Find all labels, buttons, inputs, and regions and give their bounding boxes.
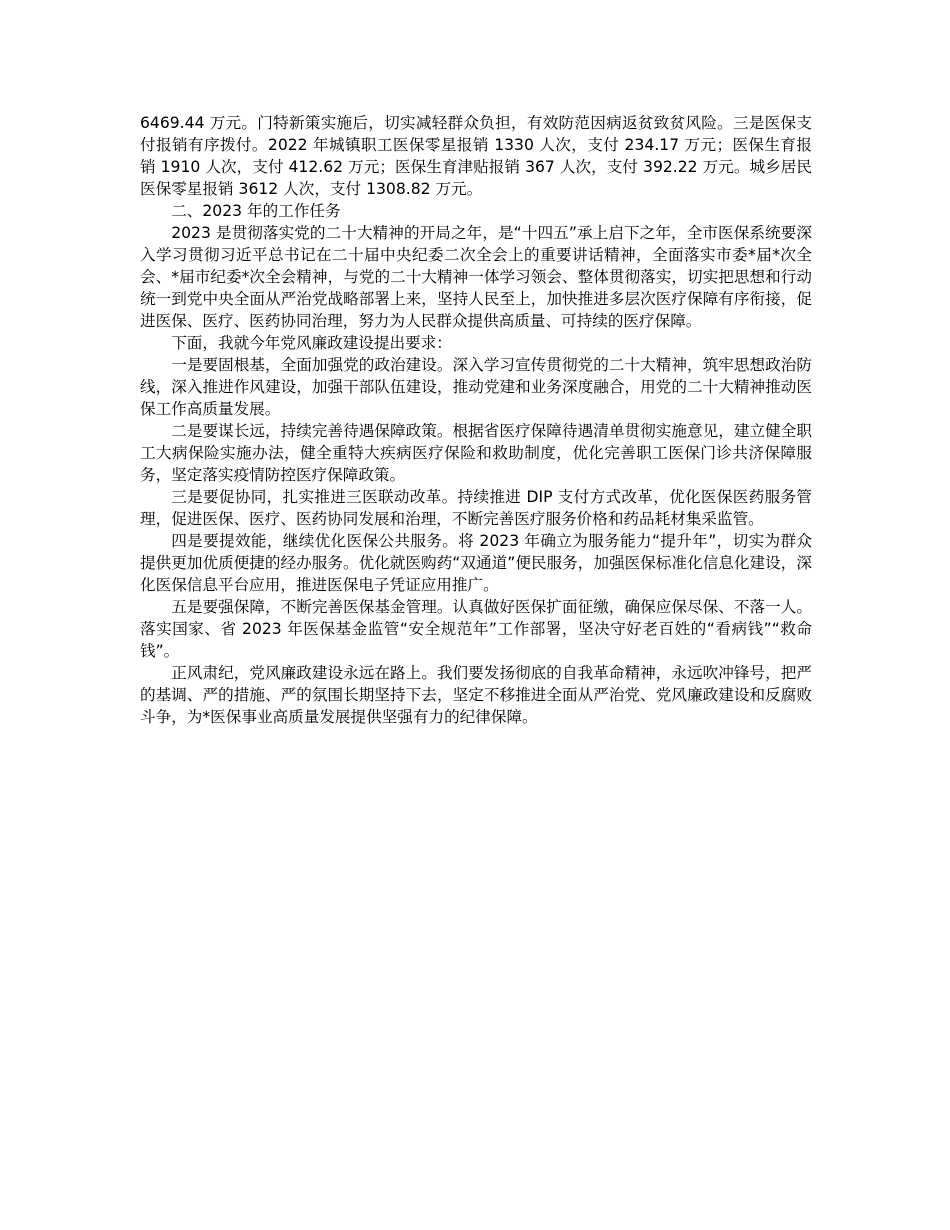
paragraph-10: 正风肃纪，党风廉政建设永远在路上。我们要发扬彻底的自我革命精神，永远吹冲锋号，把严的基调、严的措施、严的氛围长期坚持下去，坚定不移推进全面从严治党、党风廉政建设和反腐败斗争，为*医保事业高质量发展提供坚强有力的纪律保障。 <box>140 664 812 726</box>
paragraph-5: 一是要固根基，全面加强党的政治建设。深入学习宣传贯彻党的二十大精神，筑牢思想政治防线，深入推进作风建设，加强干部队伍建设，推动党建和业务深度融合，用党的二十大精神推动医保工作高质量发展。 <box>140 356 812 418</box>
paragraph-3: 2023 是贯彻落实党的二十大精神的开局之年，是“十四五”承上启下之年，全市医保系统要深入学习贯彻习近平总书记在二十届中央纪委二次全会上的重要讲话精神，全面落实市委*届*次全会、*届市纪委*次全会精神，与党的二十大精神一体学习领会、整体贯彻落实，切实把思想和行动统一到党中央全面从严治党战略部署上来，坚持人民至上，加快推进多层次医疗保障有序衔接，促进医保、医疗、医药协同治理，努力为人民群众提供高质量、可持续的医疗保障。 <box>140 224 812 330</box>
paragraph-7: 三是要促协同，扎实推进三医联动改革。持续推进 DIP 支付方式改革，优化医保医药服务管理，促进医保、医疗、医药协同发展和治理，不断完善医疗服务价格和药品耗材集采监管。 <box>140 488 812 528</box>
paragraph-9: 五是要强保障，不断完善医保基金管理。认真做好医保扩面征缴，确保应保尽保、不落一人。落实国家、省 2023 年医保基金监管“安全规范年”工作部署，坚决守好老百姓的“看病钱”“救命钱”。 <box>140 598 812 660</box>
paragraph-4: 下面，我就今年党风廉政建设提出要求： <box>171 334 452 352</box>
paragraph-1: 6469.44 万元。门特新策实施后，切实减轻群众负担，有效防范因病返贫致贫风险。三是医保支付报销有序拨付。2022 年城镇职工医保零星报销 1330 人次，支付 234.17 万元；医保生育报销 1910 人次，支付 412.62 万元；医保生育津贴报销 367 人次，支付 392.22 万元。城乡居民医保零星报销 3612 人次，支付 1308.82 万元。 <box>140 114 812 198</box>
paragraph-6: 二是要谋长远，持续完善待遇保障政策。根据省医疗保障待遇清单贯彻实施意见，建立健全职工大病保险实施办法，健全重特大疾病医疗保险和救助制度，优化完善职工医保门诊共济保障服务，坚定落实疫情防控医疗保障政策。 <box>140 422 812 484</box>
section-heading: 二、2023 年的工作任务 <box>171 202 341 220</box>
paragraph-8: 四是要提效能，继续优化医保公共服务。将 2023 年确立为服务能力“提升年”，切实为群众提供更加优质便捷的经办服务。优化就医购药“双通道”便民服务，加强医保标准化信息化建设，深化医保信息平台应用，推进医保电子凭证应用推广。 <box>140 532 812 594</box>
document-body <box>140 112 812 728</box>
